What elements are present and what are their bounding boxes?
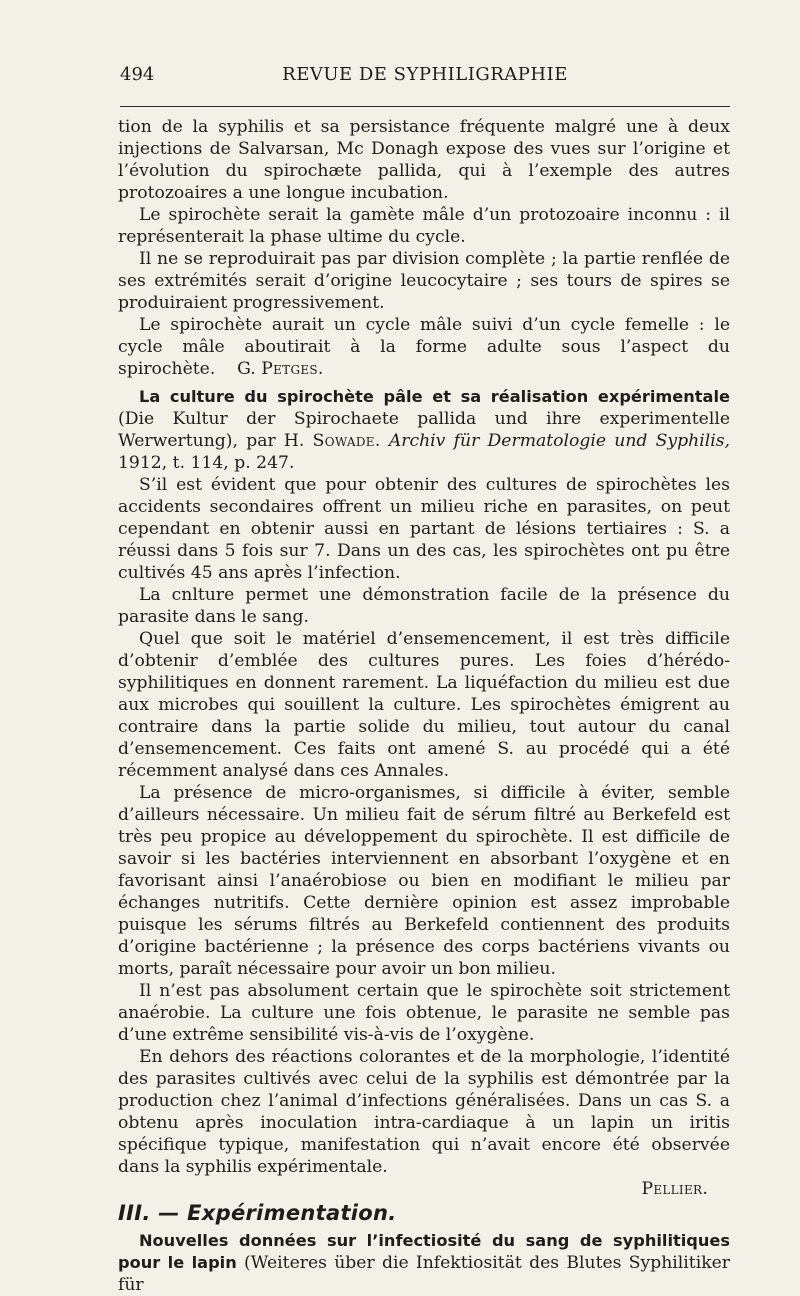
article1-paragraph-1: tion de la syphilis et sa persistance fréquente malgré une à deux injections de Salvarsan, Mc Donagh expose des vues sur l’origine et l’évolution du spirochæte pallida, qui à l’exemple des autres protozoaires a une longue incubation. — [118, 117, 730, 203]
article2-paragraph-2: La cnlture permet une démonstration facile de la présence du parasite dans le sang. — [118, 585, 730, 627]
article3-title: Nouvelles données sur l’infectiosité du sang de syphilitiques pour le lapin — [118, 1231, 730, 1272]
page-header — [120, 60, 730, 107]
page-number: 494 — [120, 64, 155, 85]
article2-signature-line — [118, 1178, 730, 1200]
article2-author: Sowade. — [312, 431, 381, 451]
signature-prefix: G. — [237, 359, 256, 379]
article2-paragraph-6: En dehors des réactions colorantes et de la morphologie, l’identité des parasites cultivés avec celui de la syphilis est démontrée par la production chez l’animal d’infections généralisées. Dans un cas S. a obtenu après inoculation intra-cardiaque à un lapin un iritis spécifique typique, manifestation qui n’avait encore été observée dans la syphilis expérimentale. — [118, 1047, 730, 1177]
article1-paragraph-4 — [118, 314, 730, 380]
article2-heading — [118, 386, 730, 474]
article2-title: La culture du spirochète pâle et sa réalisation expérimentale — [139, 387, 730, 406]
article2-journal: Archiv für Dermatologie und Syphilis, — [388, 431, 730, 451]
article2-paragraph-5: Il n’est pas absolument certain que le spirochète soit strictement anaérobie. La culture une fois obtenue, le parasite ne semble pas d’une extrême sensibilité vis-à-vis de l’oxygène. — [118, 981, 730, 1045]
article3-german-title: (Weiteres über die Infektiosität des Blutes Syphilitiker für — [118, 1253, 730, 1295]
article2-german-title: (Die Kultur der Spirochaete pallida und ihre experimentelle Werwertung), — [118, 409, 730, 451]
signature-petges: Petges. — [261, 359, 324, 379]
article2-paragraph-4: La présence de micro-organismes, si difficile à éviter, semble d’ailleurs nécessaire. Un milieu fait de sérum filtré au Berkefeld est très peu propice au développement du spirochète. Il est difficile de savoir si les bactéries interviennent en absorbant l’oxygène et en favorisant ainsi l’anaérobiose ou bien en modifiant le milieu par échanges nutritifs. Cette dernière opinion est assez improbable puisque les sérums filtrés au Berkefeld contiennent des produits d’origine bactérienne ; la présence des corps bactériens vivants ou morts, paraît nécessaire pour avoir un bon milieu. — [118, 783, 730, 979]
article1-paragraph-3: Il ne se reproduirait pas par division complète ; la partie renflée de ses extrémités serait d’origine leucocytaire ; ses tours de spires se produiraient progressivement. — [118, 249, 730, 313]
article2-by: par H. — [246, 431, 305, 451]
running-title: REVUE DE SYPHILIGRAPHIE — [282, 64, 568, 85]
article2-paragraph-3: Quel que soit le matériel d’ensemencement, il est très difficile d’obtenir d’emblée des cultures pures. Les foies d’hérédo-syphilitiques en donnent rarement. La liquéfaction du milieu est due aux microbes qui souillent la culture. Les spirochètes émigrent au contraire dans la partie solide du milieu, tout autour du canal d’ensemencement. Ces faits ont amené S. au procédé qui a été récemment analysé dans ces Annales. — [118, 629, 730, 781]
signature-pellier: Pellier. — [641, 1179, 709, 1199]
article3-heading — [118, 1230, 730, 1296]
article-body — [118, 116, 730, 1296]
article1-paragraph-2: Le spirochète serait la gamète mâle d’un protozoaire inconnu : il représenterait la phase ultime du cycle. — [118, 205, 730, 247]
section-title: III. — Expérimentation. — [118, 1201, 397, 1225]
article1-paragraph-4-text: Le spirochète aurait un cycle mâle suivi d’un cycle femelle : le cycle mâle aboutirait à la forme adulte sous l’aspect du spirochète. — [118, 315, 730, 379]
article2-paragraph-1: S’il est évident que pour obtenir des cultures de spirochètes les accidents secondaires offrent un milieu riche en parasites, on peut cependant en obtenir aussi en partant de lésions tertiaires : S. a réussi dans 5 fois sur 7. Dans un des cas, les spirochètes ont pu être cultivés 45 ans après l’infection. — [118, 475, 730, 583]
article2-citation: 1912, t. 114, p. 247. — [118, 453, 295, 473]
